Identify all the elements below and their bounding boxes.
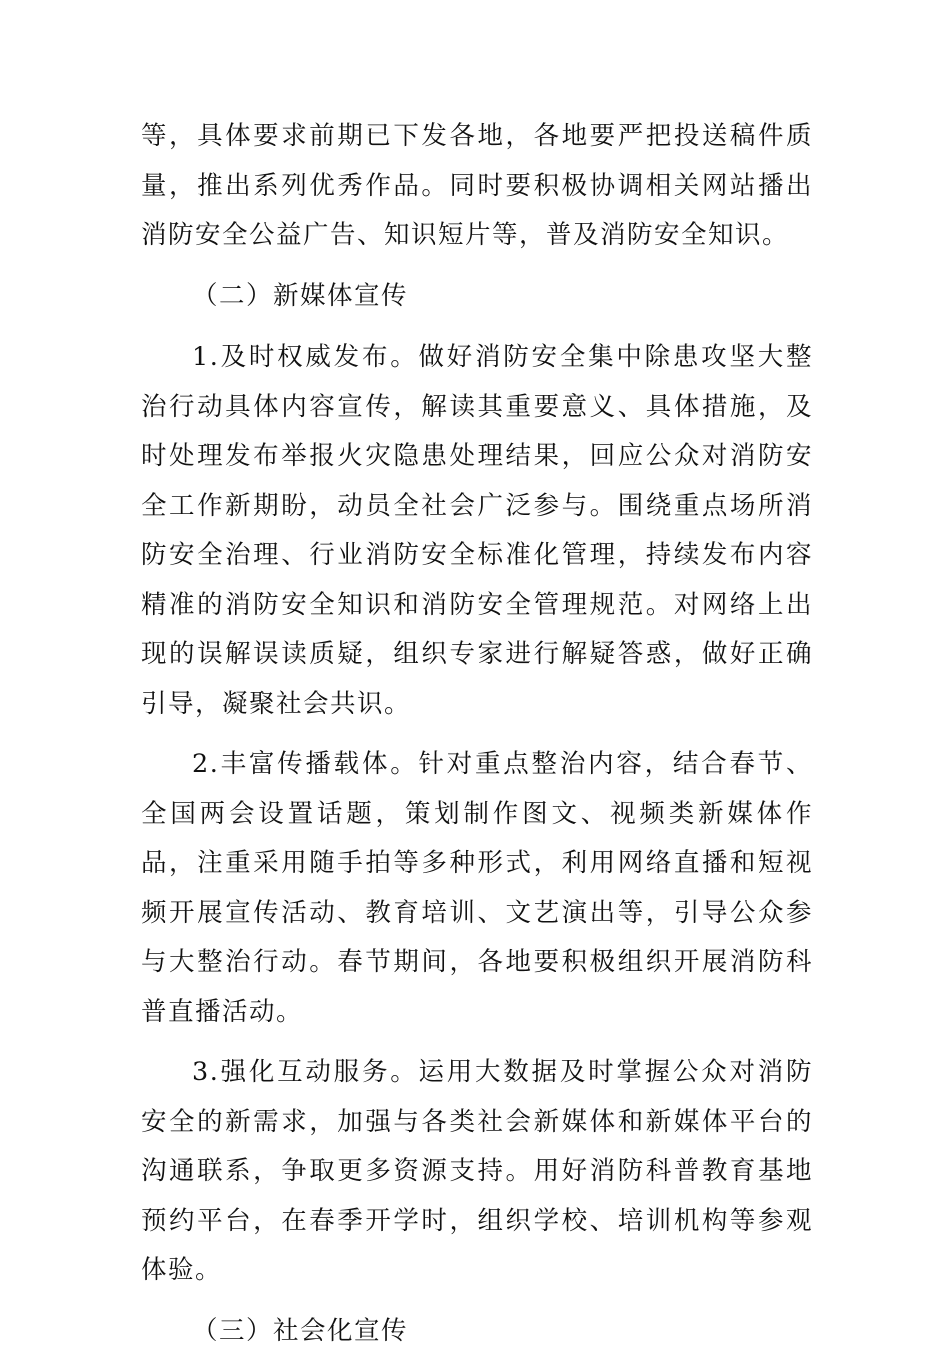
section-heading-new-media: （二）新媒体宣传 [192,280,409,311]
paragraph-authoritative-release: 1.及时权威发布。做好消防安全集中除患攻坚大整治行动具体内容宣传，解读其重要意义、具体措施，及时处理发布举报火灾隐患处理结果，回应公众对消防安全工作新期盼，动员全社会广泛参与。围绕重点场所消防安全治理、行业消防安全标准化管理，持续发布内容精准的消防安全知识和消防安全管理规范。对网络上出现的误解误读质疑，组织专家进行解疑答惑，做好正确引导，凝聚社会共识。 [141,342,813,719]
section-heading-social-publicity: （三）社会化宣传 [192,1315,409,1346]
paragraph-interactive-service: 3.强化互动服务。运用大数据及时掌握公众对消防安全的新需求，加强与各类社会新媒体和新媒体平台的沟通联系，争取更多资源支持。用好消防科普教育基地预约平台，在春季开学时，组织学校、培训机构等参观体验。 [141,1057,813,1285]
paragraph-continuation: 等，具体要求前期已下发各地，各地要严把投送稿件质量，推出系列优秀作品。同时要积极协调相关网站播出消防安全公益广告、知识短片等，普及消防安全知识。 [141,121,813,250]
document-body [141,112,813,1368]
paragraph-enrich-carriers: 2.丰富传播载体。针对重点整治内容，结合春节、全国两会设置话题，策划制作图文、视频类新媒体作品，注重采用随手拍等多种形式，利用网络直播和短视频开展宣传活动、教育培训、文艺演出等，引导公众参与大整治行动。春节期间，各地要积极组织开展消防科普直播活动。 [141,749,813,1027]
